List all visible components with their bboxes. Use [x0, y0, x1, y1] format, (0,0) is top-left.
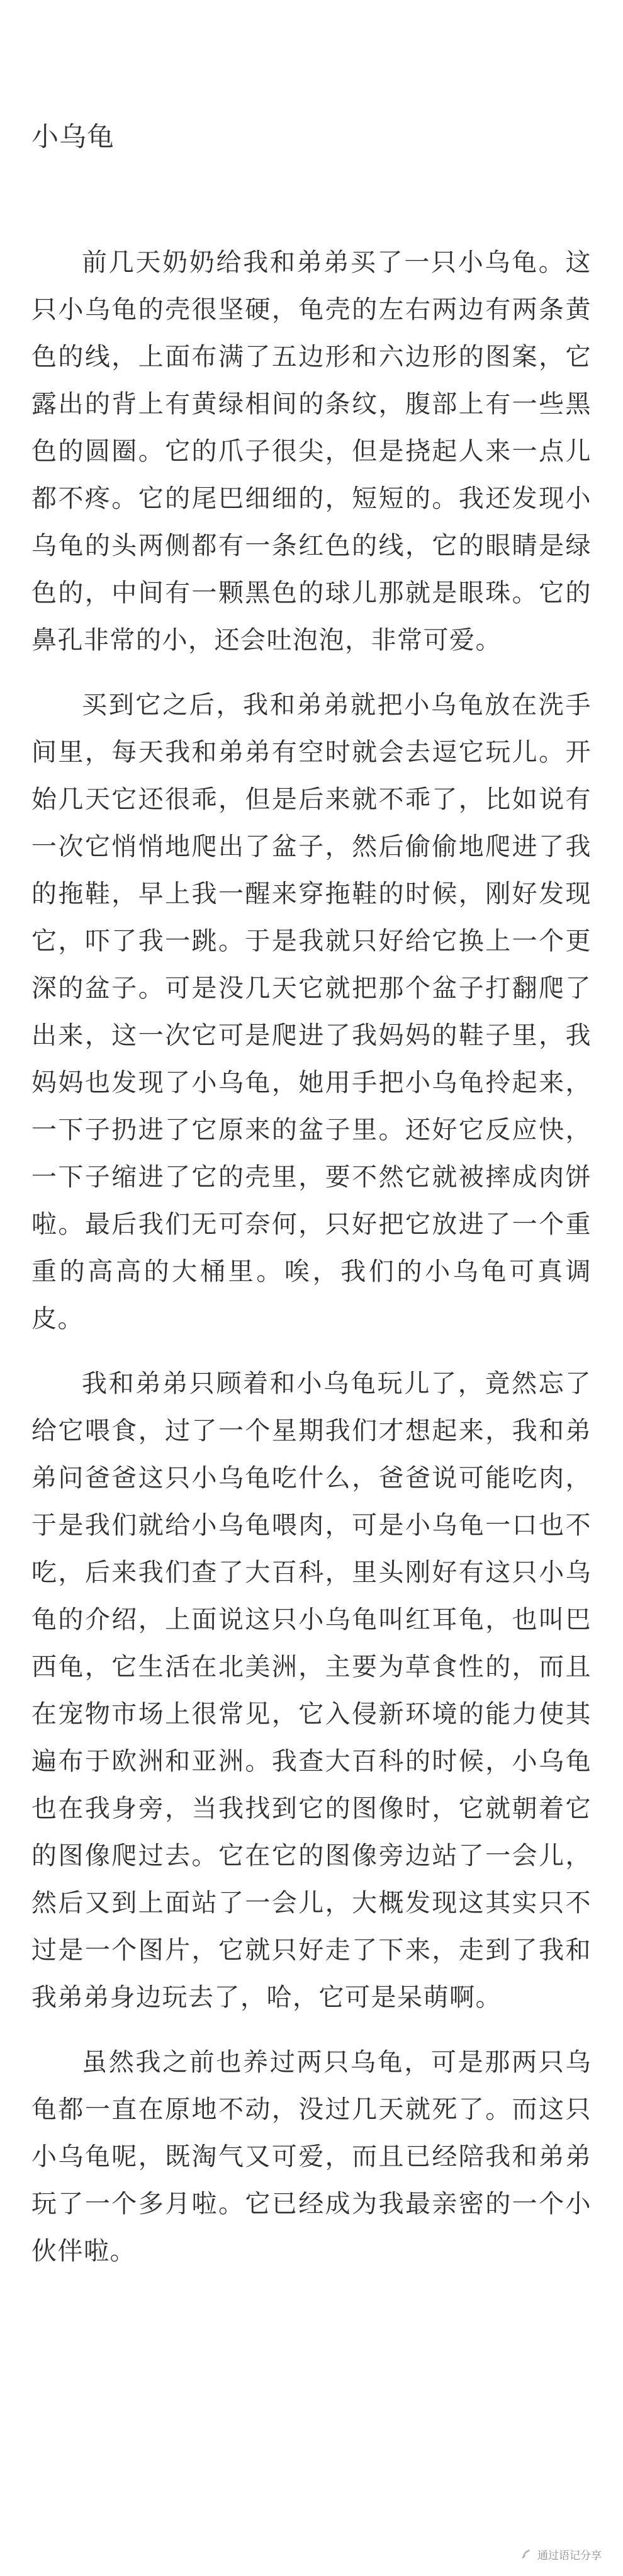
- document-title: 小乌龟: [31, 121, 115, 153]
- feather-icon: [520, 2548, 532, 2561]
- share-footer-text: 通过语记分享: [537, 2550, 602, 2562]
- paragraph-3: 我和弟弟只顾着和小乌龟玩儿了，竟然忘了给它喂食，过了一个星期我们才想起来，我和弟弟问爸爸这只小乌龟吃什么，爸爸说可能吃肉，于是我们就给小乌龟喂肉，可是小乌龟一口也不吃，后来我们查了大百科，里头刚好有这只小乌龟的介绍，上面说这只小乌龟叫红耳龟，也叫巴西龟，它生活在北美洲，主要为草食性的，而且在宠物市场上很常见，它入侵新环境的能力使其遍布于欧洲和亚洲。我查大百科的时候，小乌龟也在我身旁，当我找到它的图像时，它就朝着它的图像爬过去。它在它的图像旁边站了一会儿，然后又到上面站了一会儿，大概发现这其实只不过是一个图片，它就只好走了下来，走到了我和我弟弟身边玩去了，哈，它可是呆萌啊。: [31, 1369, 592, 2012]
- paragraph-2: 买到它之后，我和弟弟就把小乌龟放在洗手间里，每天我和弟弟有空时就会去逗它玩儿。开始几天它还很乖，但是后来就不乖了，比如说有一次它悄悄地爬出了盆子，然后偷偷地爬进了我的拖鞋，早上我一醒来穿拖鞋的时候，刚好发现它，吓了我一跳。于是我就只好给它换上一个更深的盆子。可是没几天它就把那个盆子打翻爬了出来，这一次它可是爬进了我妈妈的鞋子里，我妈妈也发现了小乌龟，她用手把小乌龟拎起来，一下子扔进了它原来的盆子里。还好它反应快，一下子缩进了它的壳里，要不然它就被摔成肉饼啦。最后我们无可奈何，只好把它放进了一个重重的高高的大桶里。唉，我们的小乌龟可真调皮。: [31, 691, 592, 1333]
- article-body: [31, 239, 592, 2293]
- paragraph-1: 前几天奶奶给我和弟弟买了一只小乌龟。这只小乌龟的壳很坚硬，龟壳的左右两边有两条黄色的线，上面布满了五边形和六边形的图案，它露出的背上有黄绿相间的条纹，腹部上有一些黑色的圆圈。它的爪子很尖，但是挠起人来一点儿都不疼。它的尾巴细细的，短短的。我还发现小乌龟的头两侧都有一条红色的线，它的眼睛是绿色的，中间有一颗黑色的球儿那就是眼珠。它的鼻孔非常的小，还会吐泡泡，非常可爱。: [31, 248, 592, 655]
- share-footer: [520, 2546, 602, 2562]
- paragraph-4: 虽然我之前也养过两只乌龟，可是那两只乌龟都一直在原地不动，没过几天就死了。而这只小乌龟呢，既淘气又可爱，而且已经陪我和弟弟玩了一个多月啦。它已经成为我最亲密的一个小伙伴啦。: [31, 2048, 592, 2266]
